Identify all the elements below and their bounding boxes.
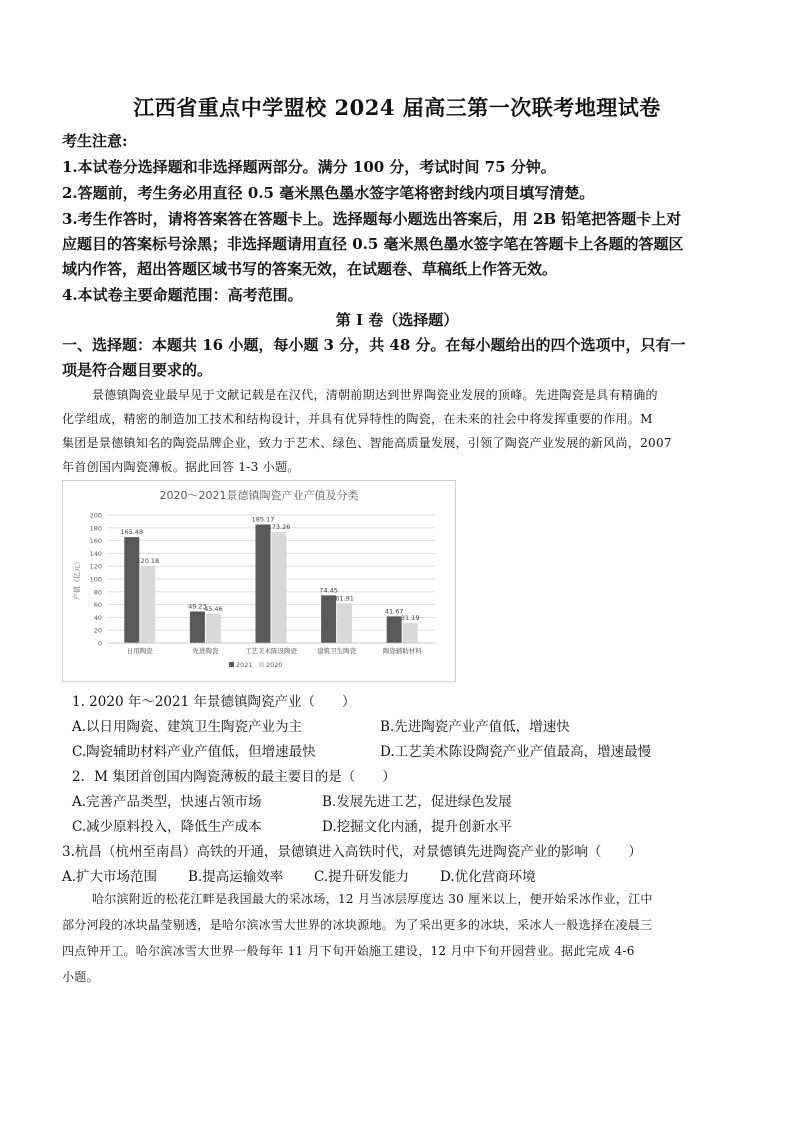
- y-tick-label: 200: [89, 511, 102, 520]
- y-tick-label: 60: [93, 601, 102, 610]
- question-1-stem: 1. 2020 年～2021 年景德镇陶瓷产业（ ）: [72, 694, 356, 710]
- question-2-option-a: A.完善产品类型，快速占领市场: [72, 794, 262, 810]
- y-tick-label: 180: [89, 524, 102, 533]
- y-tick-label: 40: [93, 613, 102, 622]
- bar-value-label: 61.91: [335, 594, 354, 603]
- bar-value-label: 173.26: [267, 523, 291, 532]
- x-tick-label: 日用陶瓷: [126, 647, 153, 655]
- notice-heading: 考生注意:: [62, 132, 128, 150]
- passage2-line-4: 小题。: [62, 970, 99, 984]
- y-tick-label: 0: [97, 639, 102, 648]
- notice-item-1: 1.本试卷分选择题和非选择题两部分。满分 100 分，考试时间 75 分钟。: [62, 158, 556, 176]
- bar-value-label: 41.67: [384, 607, 404, 616]
- x-tick-label: 先进陶瓷: [192, 647, 219, 655]
- bar-2021: [321, 595, 336, 643]
- bar-value-label: 31.19: [400, 614, 420, 623]
- bar-value-label: 185.17: [251, 515, 275, 524]
- y-tick-label: 20: [93, 626, 102, 635]
- passage1-line-3: 集团是景德镇知名的陶瓷品牌企业，致力于艺术、绿色、智能高质量发展，引领了陶瓷产业发展的新风尚，2007: [62, 436, 672, 450]
- y-tick-label: 100: [89, 575, 102, 584]
- legend-swatch-2021: [229, 662, 234, 667]
- question-3-option-d: D.优化营商环境: [440, 869, 536, 885]
- passage1-line-2: 化学组成，精密的制造加工技术和结构设计，并具有优异特性的陶瓷，在未来的社会中将发挥重要的作用。M: [62, 412, 653, 426]
- section-instruction-2: 项是符合题目要求的。: [62, 361, 213, 379]
- notice-item-4: 4.本试卷主要命题范围：高考范围。: [62, 286, 303, 304]
- bar-value-label: 45.46: [204, 604, 223, 613]
- y-tick-label: 160: [89, 537, 102, 546]
- question-2-option-c: C.减少原料投入，降低生产成本: [72, 819, 262, 835]
- bar-2020: [337, 603, 352, 643]
- question-3-option-b: B.提高运输效率: [188, 869, 284, 885]
- x-tick-label: 工艺美术陈设陶瓷: [245, 647, 297, 655]
- question-2-stem: 2．M 集团首创国内陶瓷薄板的最主要目的是（ ）: [72, 769, 396, 785]
- bar-2020: [272, 532, 287, 643]
- bar-2021: [387, 616, 402, 643]
- question-1-option-d: D.工艺美术陈设陶瓷产业产值最高，增速最慢: [380, 744, 652, 760]
- y-tick-label: 80: [93, 588, 102, 597]
- legend-label: 2021: [236, 661, 253, 669]
- bar-value-label: 120.18: [136, 557, 160, 566]
- question-3-option-a: A.扩大市场范围: [62, 869, 158, 885]
- bar-chart-svg: [63, 481, 455, 681]
- question-1-option-c: C.陶瓷辅助材料产业产值低，但增速最快: [72, 744, 316, 760]
- passage1-line-1: 景德镇陶瓷业最早见于文献记载是在汉代，清朝前期达到世界陶瓷业发展的顶峰。先进陶瓷是具有精确的: [92, 388, 658, 402]
- question-2-option-d: D.挖掘文化内涵，提升创新水平: [322, 819, 513, 835]
- bar-2021: [124, 537, 139, 643]
- legend-swatch-2020: [259, 662, 264, 667]
- bar-2020: [403, 623, 418, 643]
- bar-value-label: 74.45: [319, 586, 338, 595]
- bar-2020: [206, 614, 221, 643]
- question-3-option-c: C.提升研发能力: [314, 869, 410, 885]
- question-2-option-b: B.发展先进工艺，促进绿色发展: [322, 794, 512, 810]
- legend-label: 2020: [266, 661, 283, 669]
- x-tick-label: 建筑卫生陶瓷: [317, 647, 357, 655]
- question-1-option-a: A.以日用陶瓷、建筑卫生陶瓷产业为主: [72, 719, 303, 735]
- chart-title: 2020～2021景德镇陶瓷产业产值及分类: [159, 489, 359, 502]
- y-axis-label: 产值（亿元）: [73, 558, 81, 600]
- bar-chart: [62, 480, 456, 682]
- bar-value-label: 49.23: [188, 602, 207, 611]
- notice-item-3-cont2: 域内作答，超出答题区域书写的答案无效，在试题卷、草稿纸上作答无效。: [62, 260, 558, 278]
- notice-item-2: 2.答题前，考生务必用直径 0.5 毫米黑色墨水签字笔将密封线内项目填写清楚。: [62, 184, 595, 202]
- y-tick-label: 120: [89, 562, 102, 571]
- passage2-line-3: 四点钟开工。哈尔滨冰雪大世界一般每年 11 月下旬开始施工建设，12 月中下旬开园营业。据此完成 4-6: [62, 944, 635, 958]
- bar-2021: [256, 524, 271, 643]
- exam-title: 江西省重点中学盟校 2024 届高三第一次联考地理试卷: [133, 95, 661, 120]
- bar-2021: [190, 611, 205, 643]
- passage2-line-2: 部分河段的冰块晶莹剔透，是哈尔滨冰雪大世界的冰块源地。为了采出更多的冰块，采冰人一般选择在凌晨三: [62, 918, 653, 932]
- bar-2020: [140, 566, 155, 643]
- section-instruction-1: 一、选择题：本题共 16 小题，每小题 3 分，共 48 分。在每小题给出的四个选项中，只有一: [62, 336, 686, 354]
- bar-value-label: 165.48: [120, 528, 144, 537]
- passage2-line-1: 哈尔滨附近的松花江畔是我国最大的采冰场，12 月当冰层厚度达 30 厘米以上，便开始采冰作业，江中: [92, 892, 653, 906]
- question-1-option-b: B.先进陶瓷产业产值低，增速快: [380, 719, 570, 735]
- passage1-line-4: 年首创国内陶瓷薄板。据此回答 1-3 小题。: [62, 460, 300, 474]
- y-tick-label: 140: [89, 549, 102, 558]
- notice-item-3: 3.考生作答时，请将答案答在答题卡上。选择题每小题选出答案后，用 2B 铅笔把答题卡上对: [62, 210, 682, 228]
- x-tick-label: 陶瓷辅助材料: [382, 647, 422, 655]
- question-3-stem: 3.杭昌（杭州至南昌）高铁的开通，景德镇进入高铁时代，对景德镇先进陶瓷产业的影响（ ）: [62, 844, 642, 860]
- notice-item-3-cont: 应题目的答案标号涂黑；非选择题请用直径 0.5 毫米黑色墨水签字笔在答题卡上各题的答题区: [62, 235, 684, 253]
- section-title: 第 I 卷（选择题）: [335, 311, 459, 329]
